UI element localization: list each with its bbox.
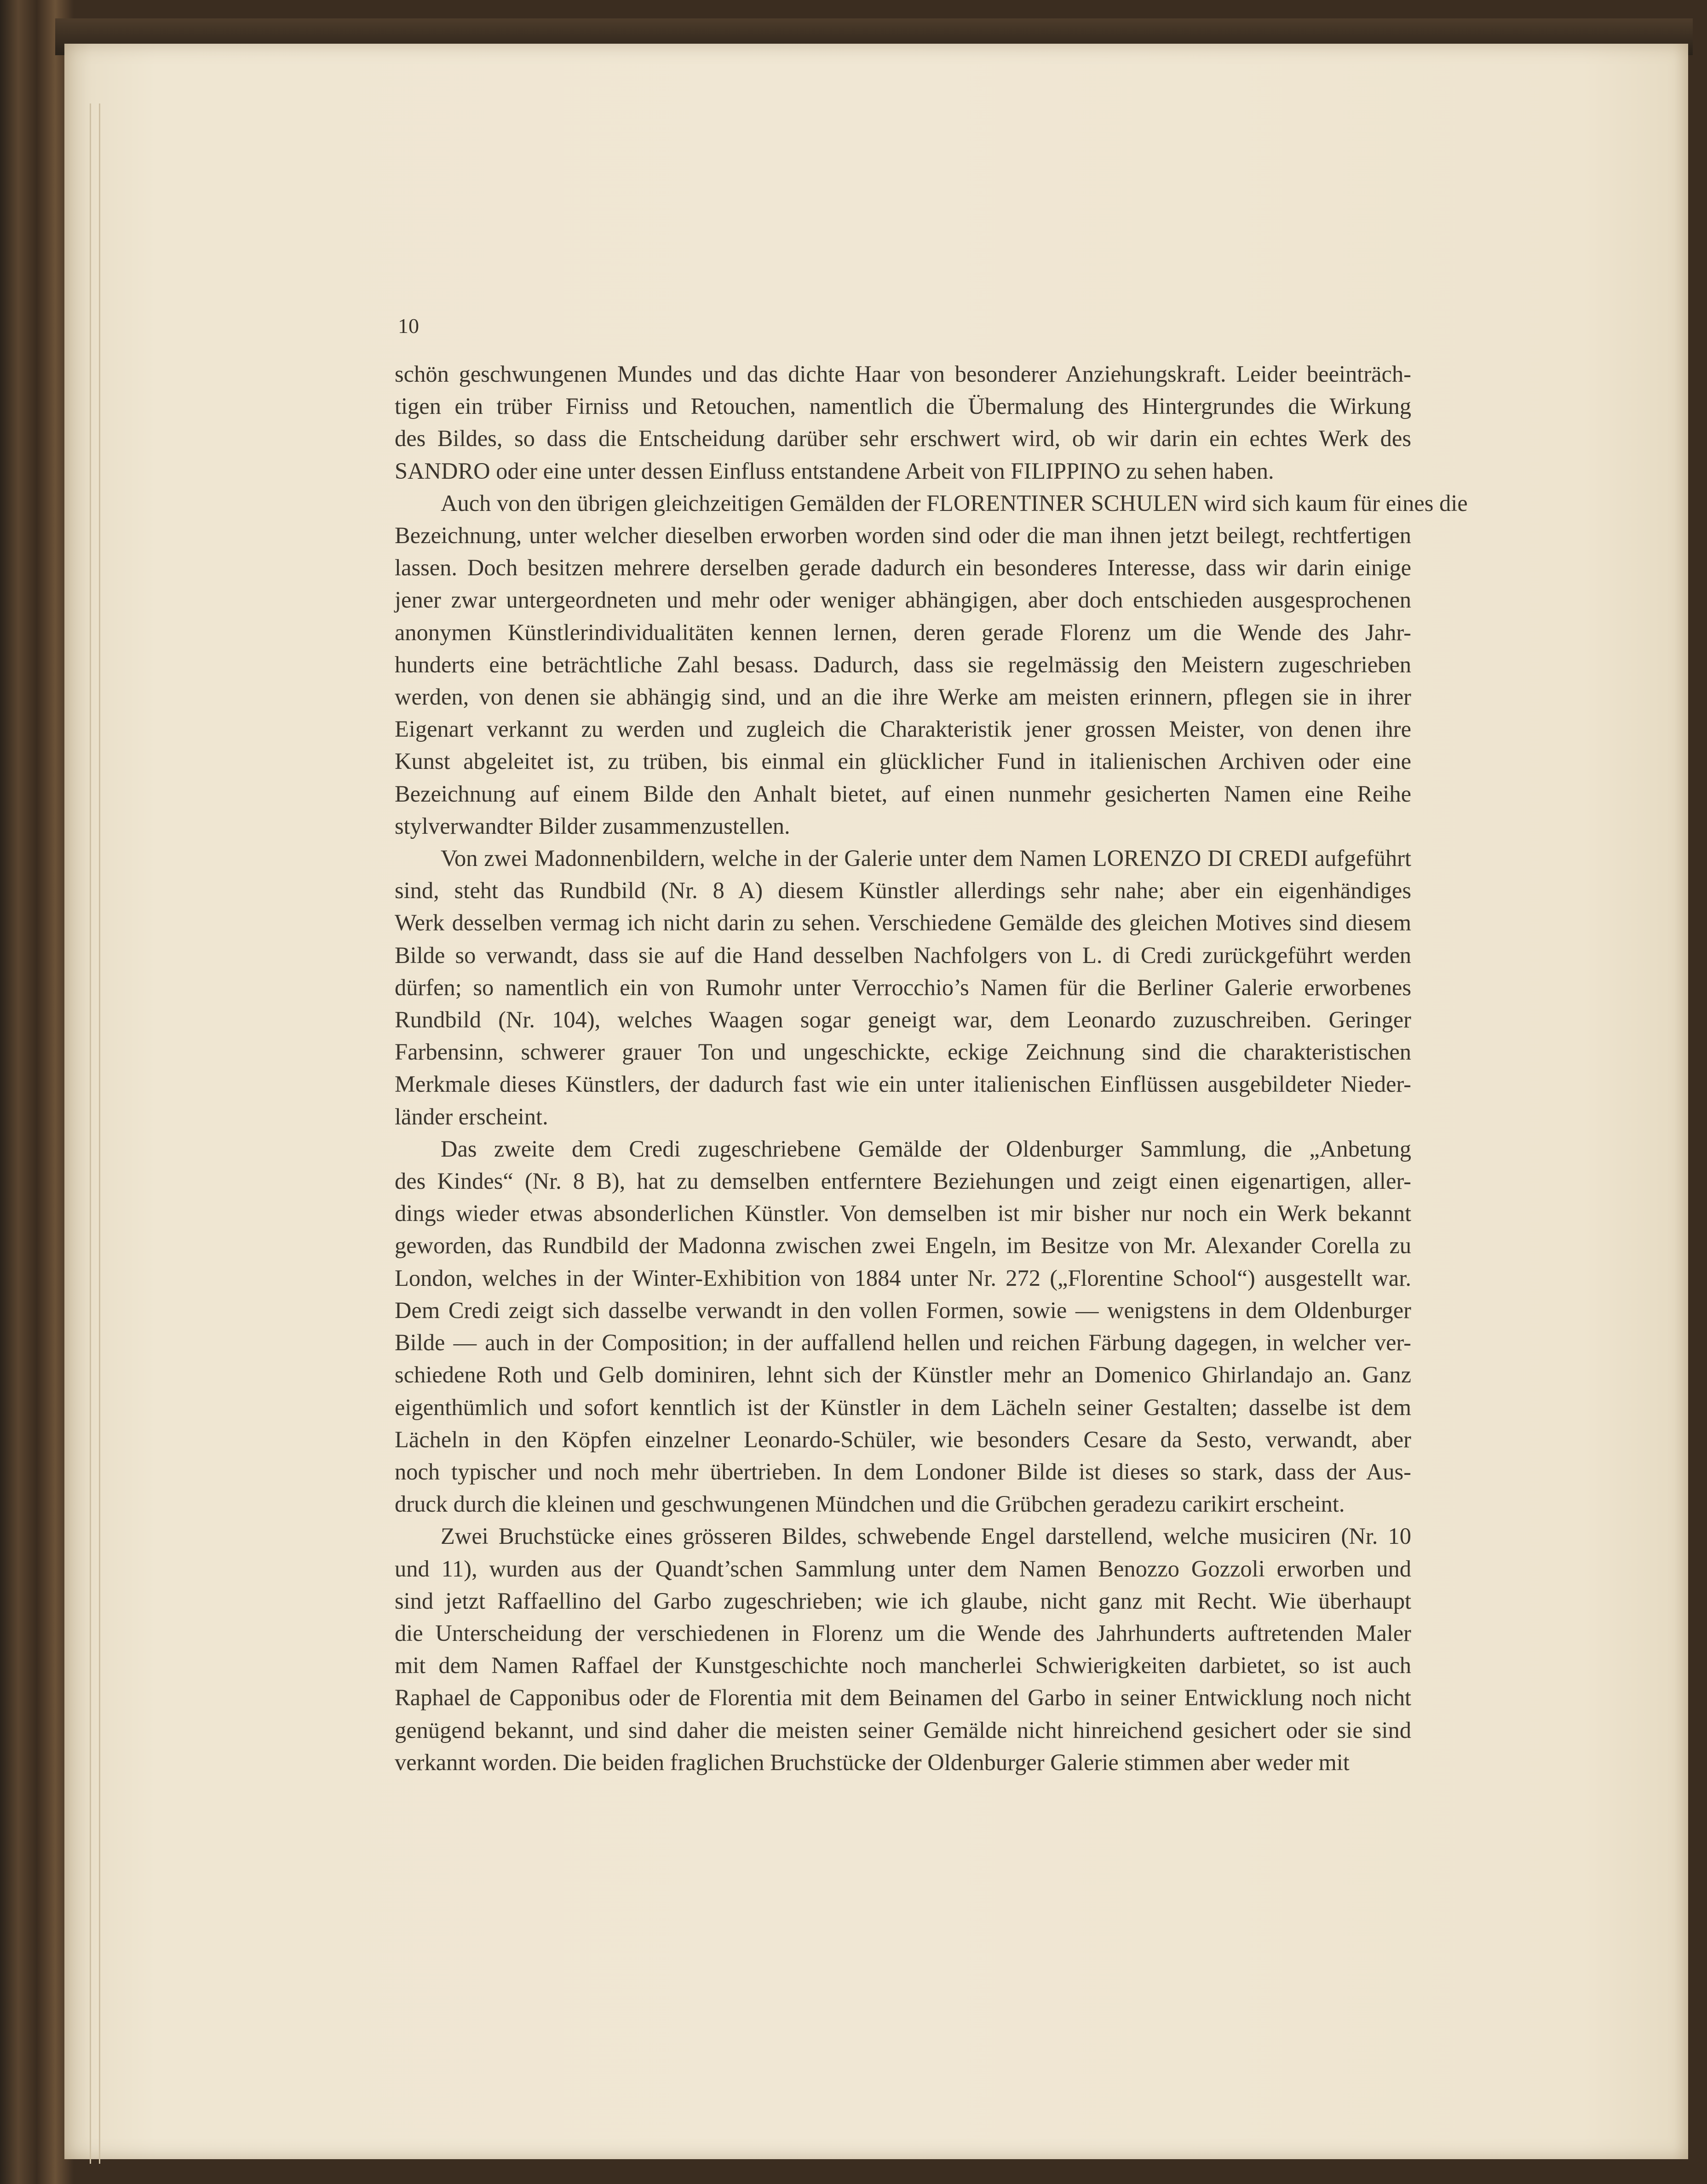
text-line: des Kindes“ (Nr. 8 B), hat zu demselben entferntere Beziehungen und zeigt einen eigenartigen, aller-	[395, 1168, 1411, 1194]
text-line: Bilde so verwandt, dass sie auf die Hand desselben Nachfolgers von L. di Credi zurückgeführt werden	[395, 942, 1411, 968]
text-line: Bilde — auch in der Composition; in der auffallend hellen und reichen Färbung dagegen, in welcher ver-	[395, 1330, 1411, 1356]
text-line: sind, steht das Rundbild (Nr. 8 A) diesem Künstler allerdings sehr nahe; aber ein eigenhändiges	[395, 877, 1411, 904]
text-line: Bezeichnung, unter welcher dieselben erworben worden sind oder die man ihnen jetzt beilegt, rechtfertigen	[395, 522, 1411, 549]
body-text	[395, 358, 1468, 1778]
text-line: Bezeichnung auf einem Bilde den Anhalt bietet, auf einen nunmehr gesicherten Namen eine Reihe	[395, 780, 1411, 807]
text-line: Von zwei Madonnenbildern, welche in der Galerie unter dem Namen LORENZO DI CREDI aufgeführt	[441, 845, 1411, 871]
text-line: schön geschwungenen Mundes und das dichte Haar von besonderer Anziehungskraft. Leider beeinträch-	[395, 361, 1411, 387]
gutter-line	[90, 103, 91, 2164]
text-line: Lächeln in den Köpfen einzelner Leonardo-Schüler, wie besonders Cesare da Sesto, verwandt, aber	[395, 1426, 1411, 1452]
text-line: eigenthümlich und sofort kenntlich ist der Künstler in dem Lächeln seiner Gestalten; dasselbe ist dem	[395, 1394, 1411, 1420]
text-line: länder erscheint.	[395, 1103, 548, 1129]
text-line: Rundbild (Nr. 104), welches Waagen sogar geneigt war, dem Leonardo zuzuschreiben. Geringer	[395, 1007, 1411, 1033]
text-line: Kunst abgeleitet ist, zu trüben, bis einmal ein glücklicher Fund in italienischen Archiven oder eine	[395, 748, 1411, 774]
text-line: sind jetzt Raffaellino del Garbo zugeschrieben; wie ich glaube, nicht ganz mit Recht. Wie überhaupt	[395, 1588, 1411, 1614]
text-line: anonymen Künstlerindividualitäten kennen lernen, deren gerade Florenz um die Wende des Jahr-	[395, 619, 1411, 645]
text-line: druck durch die kleinen und geschwungenen Mündchen und die Grübchen geradezu carikirt erscheint.	[395, 1491, 1345, 1517]
gutter-line	[99, 103, 100, 2164]
text-line: schiedene Roth und Gelb dominiren, lehnt sich der Künstler mehr an Domenico Ghirlandajo an. Ganz	[395, 1362, 1411, 1388]
text-line: Dem Credi zeigt sich dasselbe verwandt in den vollen Formen, sowie — wenigstens in dem Oldenburger	[395, 1297, 1411, 1323]
text-line: die Unterscheidung der verschiedenen in Florenz um die Wende des Jahrhunderts auftretenden Maler	[395, 1620, 1411, 1646]
text-line: noch typischer und noch mehr übertrieben. In dem Londoner Bilde ist dieses so stark, dass der Aus-	[395, 1458, 1411, 1485]
text-line: Auch von den übrigen gleichzeitigen Gemälden der FLORENTINER SCHULEN wird sich kaum für eines die	[441, 490, 1468, 516]
text-line: stylverwandter Bilder zusammenzustellen.	[395, 813, 790, 839]
text-line: geworden, das Rundbild der Madonna zwischen zwei Engeln, im Besitze von Mr. Alexander Corella zu	[395, 1232, 1411, 1259]
text-line: Zwei Bruchstücke eines grösseren Bildes, schwebende Engel darstellend, welche musiciren (Nr. 10	[441, 1523, 1411, 1549]
text-line: hunderts eine beträchtliche Zahl besass. Dadurch, dass sie regelmässig den Meistern zugeschrieben	[395, 651, 1411, 677]
text-line: tigen ein trüber Firniss und Retouchen, namentlich die Übermalung des Hintergrundes die Wirkung	[395, 393, 1411, 419]
text-line: und 11), wurden aus der Quandt’schen Sammlung unter dem Namen Benozzo Gozzoli erworben und	[395, 1555, 1411, 1582]
text-line: genügend bekannt, und sind daher die meisten seiner Gemälde nicht hinreichend gesichert oder sie sind	[395, 1717, 1411, 1743]
text-line: London, welches in der Winter-Exhibition von 1884 unter Nr. 272 („Florentine School“) ausgestellt war.	[395, 1265, 1411, 1291]
text-line: dings wieder etwas absonderlichen Künstler. Von demselben ist mir bisher nur noch ein Werk bekannt	[395, 1200, 1411, 1227]
text-line: Farbensinn, schwerer grauer Ton und ungeschickte, eckige Zeichnung sind die charakteristischen	[395, 1039, 1411, 1065]
text-line: Merkmale dieses Künstlers, der dadurch fast wie ein unter italienischen Einflüssen ausgebildeter Nieder-	[395, 1071, 1411, 1097]
text-line: mit dem Namen Raffael der Kunstgeschichte noch mancherlei Schwierigkeiten darbietet, so ist auch	[395, 1652, 1411, 1679]
text-line: lassen. Doch besitzen mehrere derselben gerade dadurch ein besonderes Interesse, dass wir darin einige	[395, 555, 1411, 581]
text-line: des Bildes, so dass die Entscheidung darüber sehr erschwert wird, ob wir darin ein echtes Werk des	[395, 425, 1411, 452]
text-line: dürfen; so namentlich ein von Rumohr unter Verrocchio’s Namen für die Berliner Galerie erworbenes	[395, 974, 1411, 1000]
text-line: Werk desselben vermag ich nicht darin zu sehen. Verschiedene Gemälde des gleichen Motives sind diesem	[395, 910, 1411, 936]
text-line: verkannt worden. Die beiden fraglichen Bruchstücke der Oldenburger Galerie stimmen aber weder mit	[395, 1749, 1350, 1775]
text-line: werden, von denen sie abhängig sind, und an die ihre Werke am meisten erinnern, pflegen sie in ihrer	[395, 684, 1411, 710]
text-line: Raphael de Capponibus oder de Florentia mit dem Beinamen del Garbo in seiner Entwicklung noch nicht	[395, 1685, 1411, 1711]
page-number: 10	[398, 314, 419, 338]
text-line: SANDRO oder eine unter dessen Einfluss entstandene Arbeit von FILIPPINO zu sehen haben.	[395, 458, 1274, 484]
text-line: Eigenart verkannt zu werden und zugleich die Charakteristik jener grossen Meister, von denen ihre	[395, 716, 1411, 742]
text-line: jener zwar untergeordneten und mehr oder weniger abhängigen, aber doch entschieden ausgesprochenen	[395, 587, 1411, 613]
text-line: Das zweite dem Credi zugeschriebene Gemälde der Oldenburger Sammlung, die „Anbetung	[441, 1135, 1411, 1162]
